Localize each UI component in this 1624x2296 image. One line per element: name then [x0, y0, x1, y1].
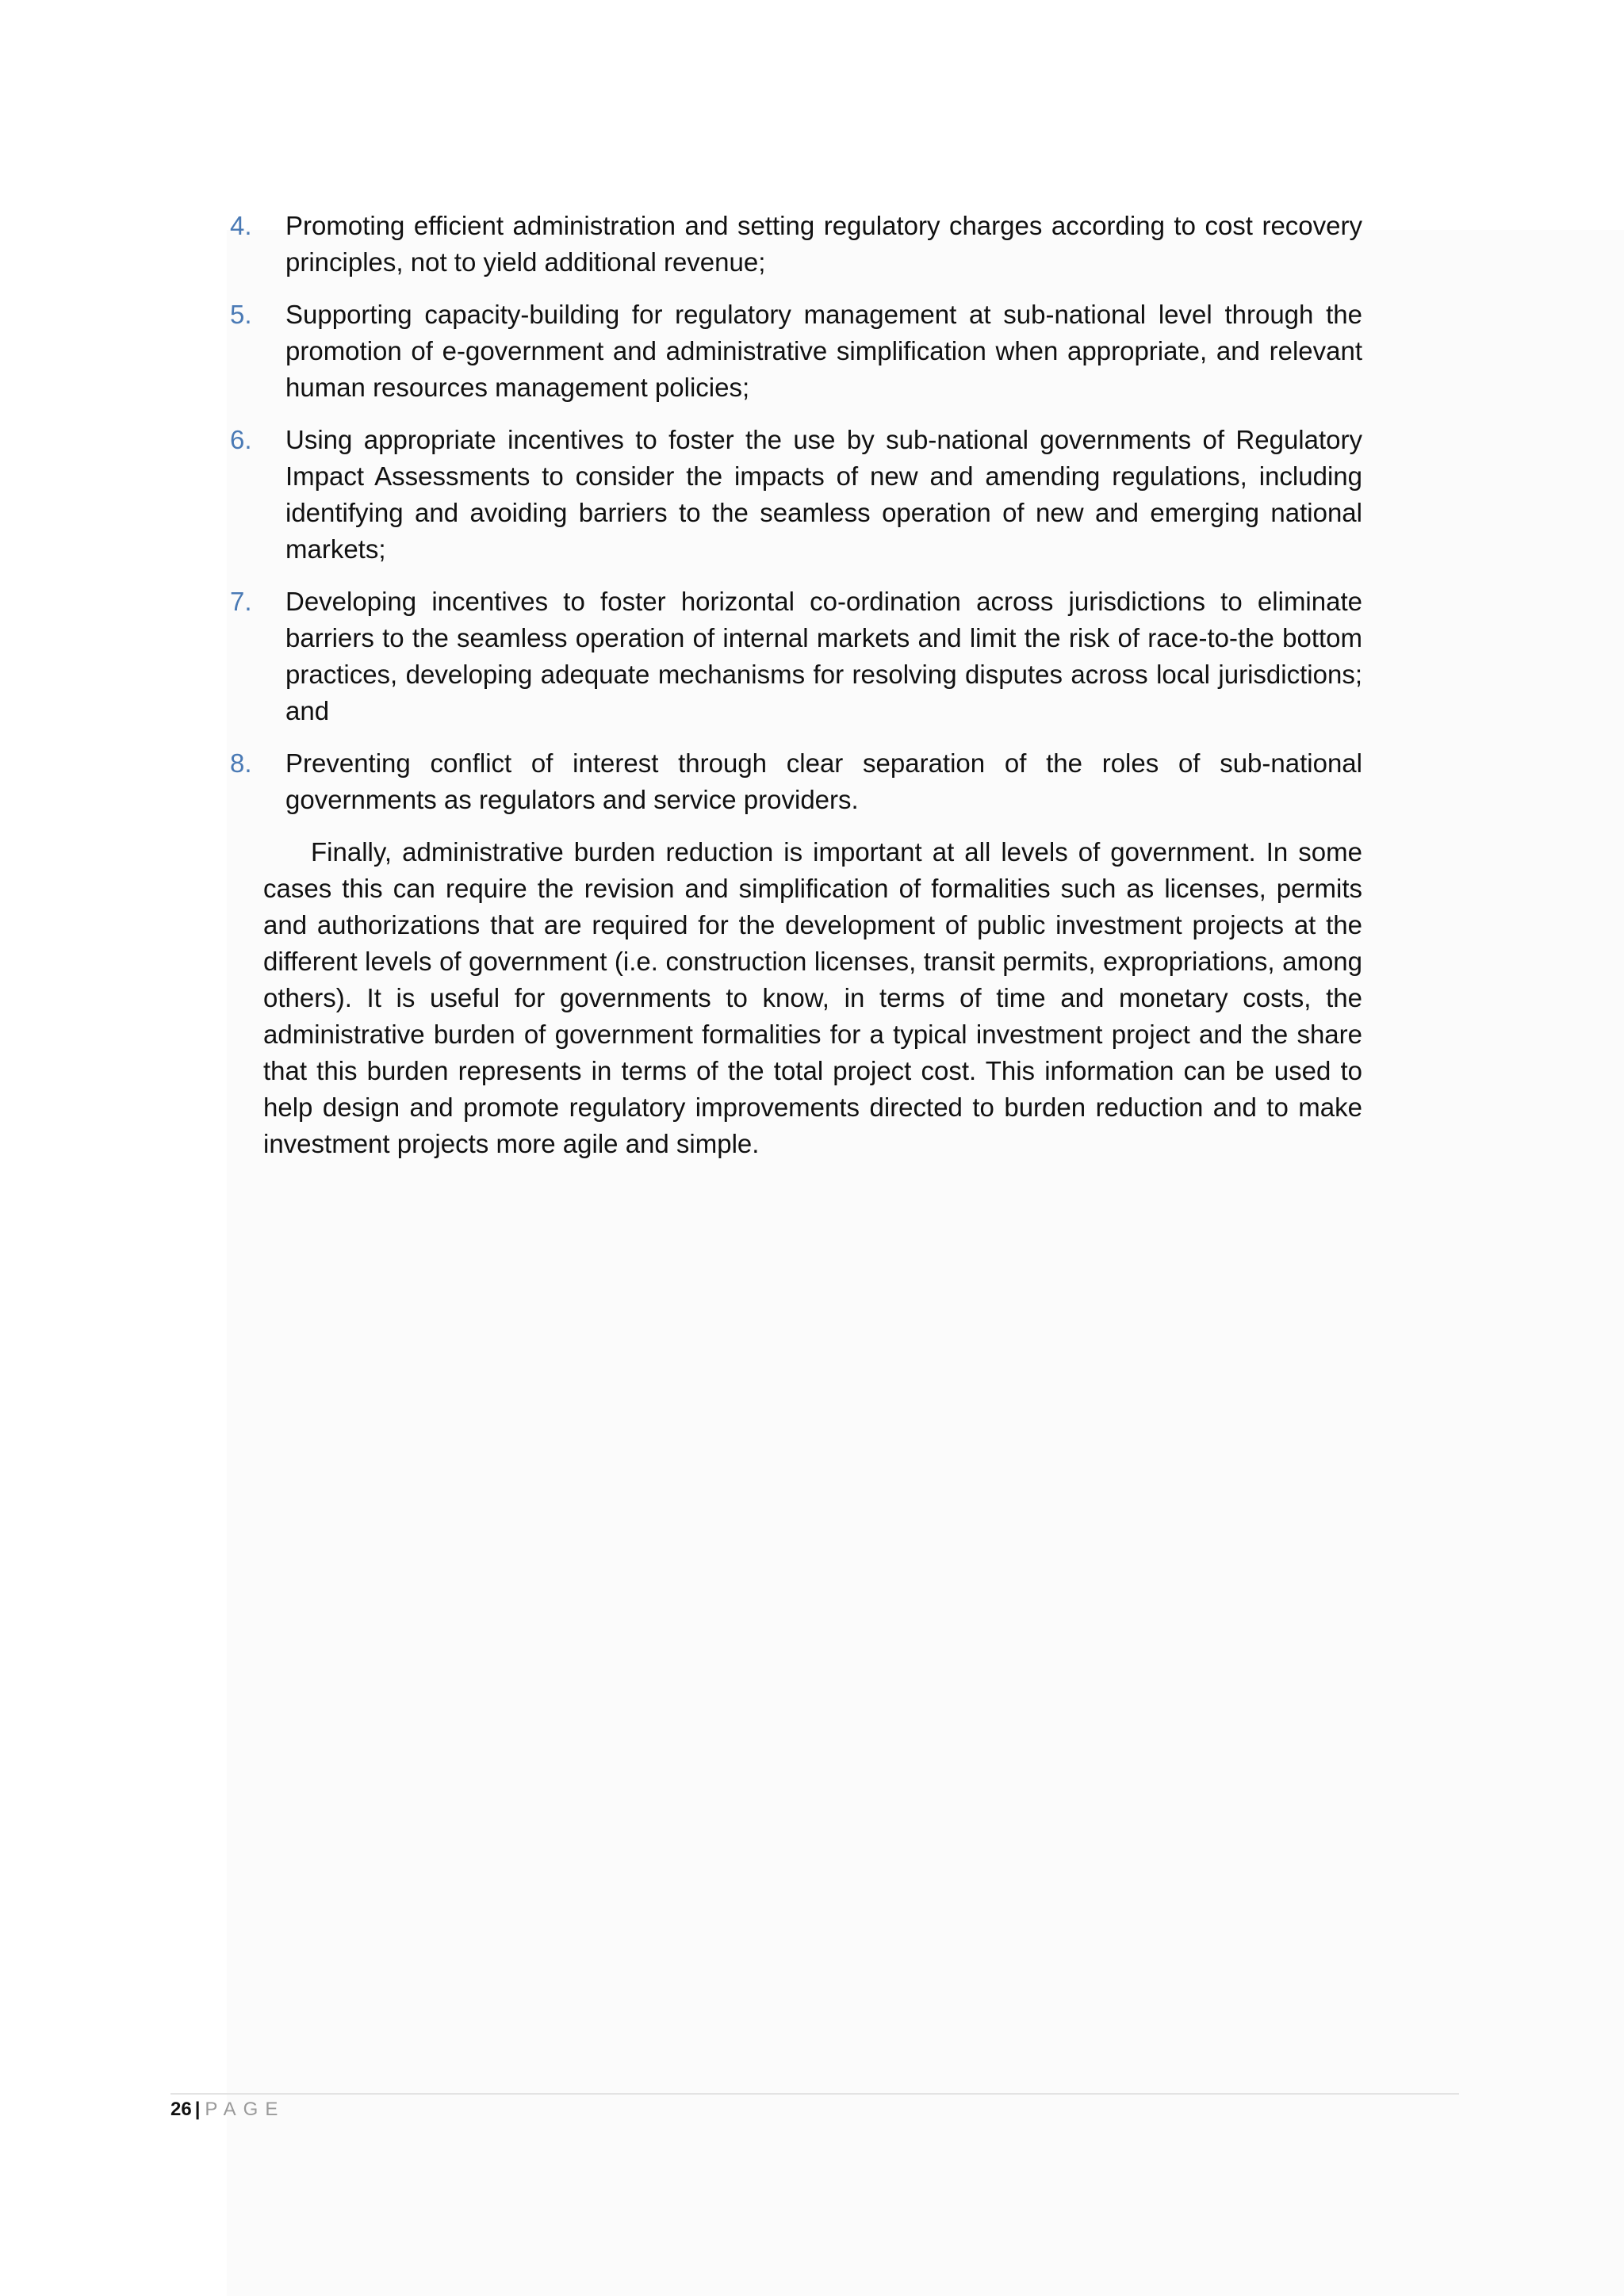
- list-item: [230, 584, 1362, 729]
- page-footer: [170, 2098, 285, 2122]
- list-item-number: 8.: [230, 748, 252, 778]
- list-item-number: 6.: [230, 425, 252, 454]
- list-item: [230, 745, 1362, 818]
- list-item-number: 7.: [230, 587, 252, 616]
- list-item-number: 4.: [230, 211, 252, 240]
- page-label: PAGE: [205, 2099, 285, 2120]
- page-number: 26: [170, 2099, 192, 2120]
- closing-paragraph: Finally, administrative burden reduction is important at all levels of government. In some cases this can require the revision and simplification of formalities such as licenses, permits and authorizations that are required for the development of public investment projects at the different levels of government (i.e. construction licenses, transit permits, expropriations, among others). It is useful for governments to know, in terms of time and monetary costs, the administrative burden of government formalities for a typical investment project and the share that this burden represents in terms of the total project cost. This information can be used to help design and promote regulatory improvements directed to burden reduction and to make investment projects more agile and simple.: [263, 837, 1362, 1158]
- document-body: [230, 208, 1362, 1162]
- list-item-text: Promoting efficient administration and setting regulatory charges according to cost recovery principles, not to yield additional revenue;: [285, 211, 1362, 277]
- list-item: [230, 297, 1362, 406]
- list-item-text: Supporting capacity-building for regulatory management at sub-national level through the promotion of e-government and administrative simplification when appropriate, and relevant human resources management policies;: [285, 300, 1362, 402]
- numbered-list: [230, 208, 1362, 818]
- list-item-text: Using appropriate incentives to foster the use by sub-national governments of Regulatory Impact Assessments to consider the impacts of new and amending regulations, including identifying and avoiding barriers to the seamless operation of new and emerging national markets;: [285, 425, 1362, 564]
- footer-divider: [170, 2093, 1459, 2095]
- list-item: [230, 422, 1362, 568]
- list-item-number: 5.: [230, 300, 252, 329]
- list-item-text: Preventing conflict of interest through clear separation of the roles of sub-national governments as regulators and service providers.: [285, 748, 1362, 814]
- footer-separator: |: [194, 2099, 201, 2120]
- list-item-text: Developing incentives to foster horizontal co-ordination across jurisdictions to eliminate barriers to the seamless operation of internal markets and limit the risk of race-to-the bottom practices, developing adequate mechanisms for resolving disputes across local jurisdictions; and: [285, 587, 1362, 725]
- list-item: [230, 208, 1362, 281]
